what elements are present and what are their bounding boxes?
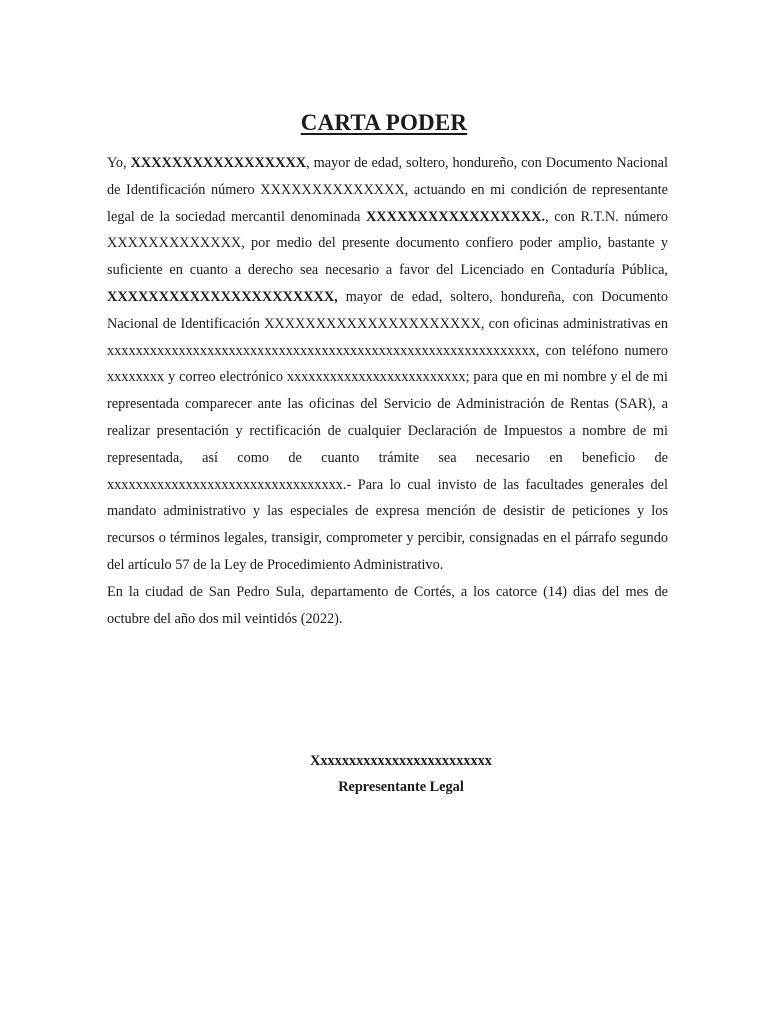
company-name: XXXXXXXXXXXXXXXXX. [365, 208, 546, 225]
document-body [107, 150, 668, 632]
paragraph-place-date: En la ciudad de San Pedro Sula, departamento de Cortés, a los catorce (14) dias del mes de octubre del año dos mil veintidós (2022). [107, 583, 668, 627]
paragraph-text: mayor de edad, soltero, hondureña, con Documento Nacional de Identificación XXXXXXXXXXXXXXXXXXXXX, con oficinas administrativas en xxxxxxxxxxxxxxxxxxxxxxxxxxxxxxxxxxxxxxxxxxxxxxxxxxxxxxxxxxxx, con teléfono numero xxxxxxxx y correo electrónico xxxxxxxxxxxxxxxxxxxxxxxxx; para que en mi nombre y el de mi representada comparecer ante las oficinas del Servicio de Administración de Rentas (SAR), a realizar presentación y rectificación de cualquier Declaración de Impuestos a nombre de mi representada, así como de cuanto trámite sea necesario en beneficio de xxxxxxxxxxxxxxxxxxxxxxxxxxxxxxxxx.- Para lo cual invisto de las facultades generales del mandato administrativo y las especiales de expresa mención de desistir de peticiones y los recursos o términos legales, transigir, comprometer y percibir, consignadas en el párrafo segundo del artículo 57 de la Ley de Procedimiento Administrativo. [107, 288, 668, 573]
document-title: CARTA PODER [300, 110, 468, 135]
signature-block [0, 748, 768, 800]
grantor-name: XXXXXXXXXXXXXXXXX [130, 155, 307, 171]
paragraph-grant-of-power [107, 150, 668, 579]
signatory-role: Representante Legal [338, 779, 464, 795]
paragraph-text: , mayor de edad, soltero, hondureño, con Documento Nacional de Identificación número XXXXXXXXXXXXXX, actuando en mi condición de representante legal de la sociedad mercantil denominada [107, 155, 668, 225]
signatory-name: Xxxxxxxxxxxxxxxxxxxxxxxxx [310, 753, 492, 769]
paragraph-text: , con R.T.N. número XXXXXXXXXXXXX, por medio del presente documento confiero poder amplio, bastante y suficiente en cuanto a derecho sea necesario a favor del Licenciado en Contaduría Pública, [107, 208, 668, 279]
attorney-name: XXXXXXXXXXXXXXXXXXXXXX, [107, 288, 338, 305]
paragraph-text: Yo, [107, 155, 131, 171]
